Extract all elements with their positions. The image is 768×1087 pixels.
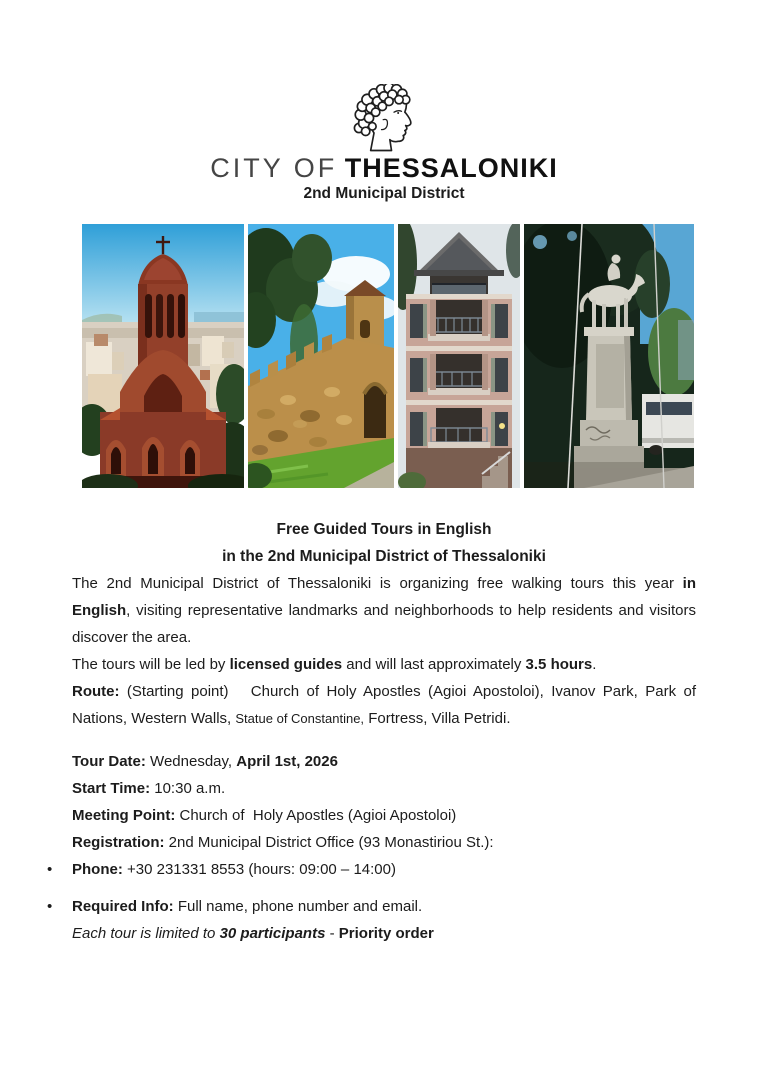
phone-label: Phone:	[72, 861, 123, 878]
intro-text-post: , visiting representative landmarks and neighborhoods to help residents and visitors discover the area.	[72, 602, 696, 646]
tour-date-label: Tour Date:	[72, 753, 146, 770]
required-info-label: Required Info:	[72, 898, 174, 915]
route-text-1: (Starting point) Church of Holy Apostles (Agioi Apostoloi), Ivanov Park, Park of Nations, Western Walls,	[72, 683, 696, 727]
required-info-bullet	[72, 893, 696, 920]
route-label: Route:	[72, 683, 120, 700]
villa-petridi-photo	[398, 224, 520, 488]
page-title	[0, 516, 768, 570]
capacity-note	[72, 920, 696, 947]
registration-label: Registration:	[72, 834, 165, 851]
alexander-head-icon	[334, 84, 434, 152]
logo-city-of: CITY OF	[210, 153, 338, 183]
meeting-point-value: Church of Holy Apostles (Agioi Apostoloi)	[175, 807, 457, 824]
capacity-note-italic: Each tour is limited to	[72, 925, 220, 942]
route-text-2: Fortress, Villa Petridi.	[364, 710, 511, 727]
required-info-value: Full name, phone number and email.	[173, 898, 423, 915]
title-line2: in the 2nd Municipal District of Thessaloniki	[222, 548, 546, 565]
tour-details	[72, 748, 696, 829]
title-line1: Free Guided Tours in English	[276, 521, 492, 538]
tour-date-line	[72, 748, 696, 775]
intro-paragraph	[72, 570, 696, 651]
registration-line	[72, 829, 696, 856]
logo-wordmark	[0, 154, 768, 182]
photo-strip	[82, 224, 768, 488]
logo-subtitle: 2nd Municipal District	[303, 185, 465, 202]
tour-date-pre: Wednesday,	[145, 753, 237, 770]
tours-text-mid: and will last approximately	[342, 656, 526, 673]
start-time-label: Start Time:	[72, 780, 151, 797]
meeting-point-line	[72, 802, 696, 829]
phone-bullet	[72, 856, 696, 883]
capacity-note-bold: Priority order	[338, 925, 434, 942]
church-of-holy-apostles-photo	[82, 224, 244, 488]
route-paragraph	[72, 678, 696, 732]
start-time-line	[72, 775, 696, 802]
registration-value: 2nd Municipal District Office (93 Monastiriou St.):	[164, 834, 494, 851]
document-body	[72, 570, 696, 947]
tours-sentence	[72, 651, 696, 678]
intro-bold-in-english: in English	[72, 575, 696, 619]
logo-city-name: THESSALONIKI	[344, 153, 558, 183]
route-text-small: Statue of Constantine,	[235, 711, 365, 726]
intro-text-pre: The 2nd Municipal District of Thessaloniki is organizing free walking tours this year	[72, 575, 683, 592]
capacity-note-bold-italic: 30 participants	[219, 925, 326, 942]
tours-text-pre: The tours will be led by	[72, 656, 230, 673]
western-walls-photo	[248, 224, 394, 488]
tour-date-bold: April 1st, 2026	[236, 753, 338, 770]
capacity-note-separator: -	[325, 925, 339, 942]
tours-bold-guides: licensed guides	[229, 656, 343, 673]
city-logo	[0, 0, 768, 203]
meeting-point-label: Meeting Point:	[72, 807, 176, 824]
start-time-value: 10:30 a.m.	[150, 780, 226, 797]
tours-bold-hours: 3.5 hours	[525, 656, 593, 673]
tours-text-post: .	[592, 656, 597, 673]
registration-bullets	[72, 856, 696, 920]
phone-value: +30 231331 8553 (hours: 09:00 – 14:00)	[122, 861, 396, 878]
statue-of-constantine-photo	[524, 224, 694, 488]
